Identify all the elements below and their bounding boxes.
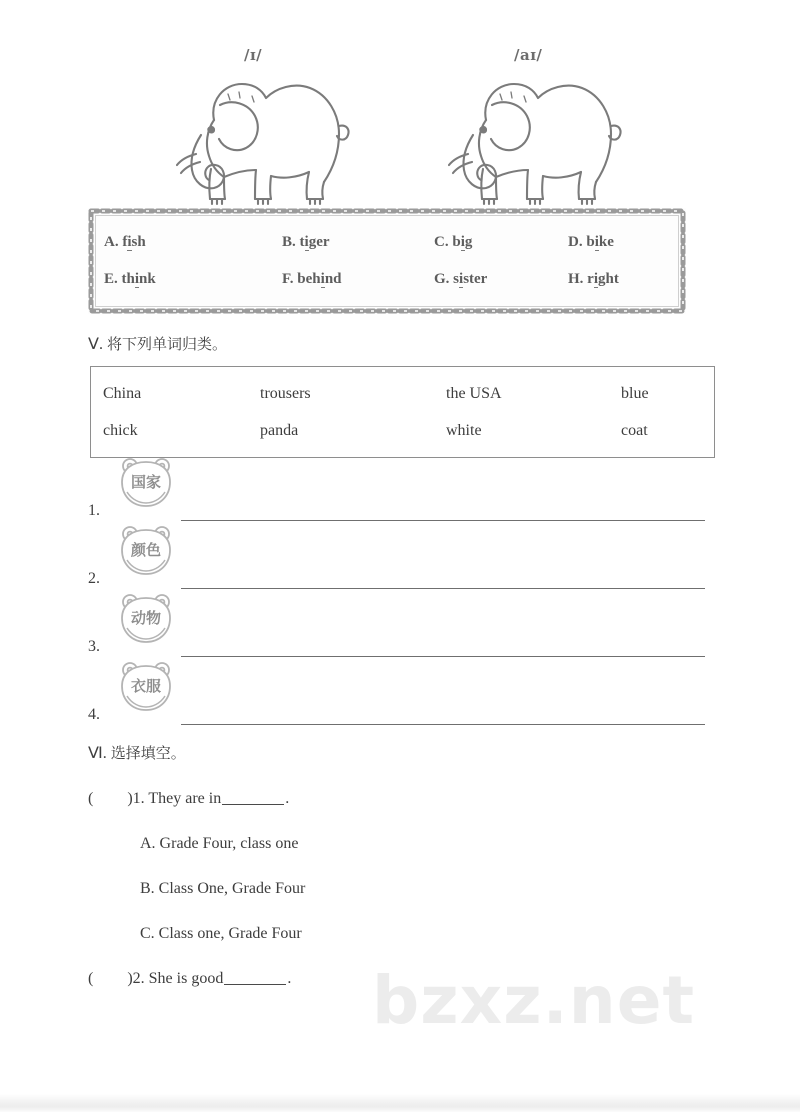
mc-question-stem bbox=[88, 970, 291, 988]
word-option-pre: s bbox=[453, 271, 460, 287]
word-option-underlined: i bbox=[320, 271, 325, 287]
category-bubble-text-color: 颜色 bbox=[130, 541, 162, 559]
word-option-underlined: i bbox=[594, 234, 599, 250]
classify-answer-row bbox=[88, 459, 713, 521]
answer-row-index: 4. bbox=[88, 706, 100, 723]
answer-row-index: 2. bbox=[88, 570, 100, 587]
phonetic-row bbox=[96, 46, 716, 74]
mc-choice[interactable]: C. Class one, Grade Four bbox=[140, 925, 302, 942]
classify-word[interactable]: panda bbox=[260, 421, 299, 439]
word-option-pre: t bbox=[299, 234, 305, 250]
classify-answer-row bbox=[88, 527, 713, 589]
word-bank-grid bbox=[104, 224, 670, 298]
answer-blank-line[interactable] bbox=[181, 588, 705, 589]
word-option-label: A. bbox=[104, 234, 119, 250]
word-option-underlined: i bbox=[127, 234, 132, 250]
word-option-underlined: i bbox=[304, 234, 309, 250]
mc-choice[interactable]: B. Class One, Grade Four bbox=[140, 880, 306, 897]
word-option-pre: th bbox=[121, 271, 135, 287]
word-option-post: ster bbox=[463, 271, 488, 287]
word-option[interactable] bbox=[104, 234, 282, 251]
word-option-underlined: i bbox=[593, 271, 599, 287]
word-option-post: sh bbox=[131, 234, 146, 250]
mc-stem-text: She is good bbox=[148, 970, 224, 987]
section-5-numeral: Ⅴ. bbox=[88, 336, 103, 353]
classify-word[interactable]: coat bbox=[621, 421, 648, 439]
mc-answer-paren-open[interactable]: ( bbox=[88, 970, 94, 987]
mc-question-number: 1. bbox=[132, 790, 145, 807]
word-bank-box bbox=[88, 208, 686, 314]
classify-word[interactable]: white bbox=[446, 421, 482, 439]
category-bubble-text-country: 国家 bbox=[130, 473, 162, 491]
word-option-label: F. bbox=[282, 271, 294, 287]
section-5-heading bbox=[88, 333, 227, 354]
word-option[interactable] bbox=[568, 234, 670, 251]
mc-question-stem bbox=[88, 790, 289, 808]
word-option-underlined: i bbox=[134, 271, 140, 287]
mc-answer-paren-close: ) bbox=[127, 970, 133, 987]
answer-row-index: 1. bbox=[88, 502, 100, 519]
word-option-post: nd bbox=[324, 271, 342, 287]
classify-word-box bbox=[90, 366, 715, 458]
word-option-pre: b bbox=[452, 234, 461, 250]
category-bubble-animal bbox=[116, 592, 176, 653]
category-bubble-color bbox=[116, 524, 176, 585]
classify-word[interactable]: trousers bbox=[260, 384, 311, 402]
word-option-post: nk bbox=[139, 271, 156, 287]
scan-bottom-band bbox=[0, 1094, 800, 1112]
answer-blank-line[interactable] bbox=[181, 724, 705, 725]
word-option-post: g bbox=[464, 234, 473, 250]
answer-blank-line[interactable] bbox=[181, 656, 705, 657]
word-option-label: B. bbox=[282, 234, 296, 250]
word-option[interactable] bbox=[434, 271, 568, 288]
word-option-pre: b bbox=[586, 234, 595, 250]
mc-answer-paren-open[interactable]: ( bbox=[88, 790, 94, 807]
word-option[interactable] bbox=[104, 271, 282, 288]
mc-question-number: 2. bbox=[132, 970, 145, 987]
word-option-post: ght bbox=[598, 271, 619, 287]
word-option-post: ger bbox=[308, 234, 330, 250]
word-option-label: G. bbox=[434, 271, 450, 287]
site-watermark: bzxz.net bbox=[372, 962, 696, 1039]
classify-word-grid bbox=[103, 375, 704, 449]
classify-answer-row bbox=[88, 595, 713, 657]
word-option[interactable] bbox=[282, 271, 434, 288]
classify-word[interactable]: China bbox=[103, 384, 142, 402]
word-option-underlined: i bbox=[459, 271, 464, 287]
mc-stem-blank[interactable] bbox=[224, 984, 286, 985]
classify-word[interactable]: chick bbox=[103, 421, 138, 439]
elephant-illustration-left bbox=[176, 72, 351, 212]
section-5-title: 将下列单词归类。 bbox=[106, 335, 227, 353]
classify-answer-row bbox=[88, 663, 713, 725]
word-option-label: C. bbox=[434, 234, 449, 250]
category-bubble-text-clothes: 衣服 bbox=[130, 677, 162, 695]
word-option-label: H. bbox=[568, 271, 584, 287]
category-bubble-text-animal: 动物 bbox=[130, 609, 162, 627]
category-bubble-country bbox=[116, 456, 176, 517]
section-6-title: 选择填空。 bbox=[110, 744, 186, 762]
phonetic-symbol-diphthong-ai: /aɪ/ bbox=[514, 46, 543, 64]
answer-row-index: 3. bbox=[88, 638, 100, 655]
word-option-post: ke bbox=[598, 234, 614, 250]
mc-stem-text: They are in bbox=[148, 790, 222, 807]
word-option[interactable] bbox=[282, 234, 434, 251]
word-option[interactable] bbox=[568, 271, 670, 288]
category-bubble-clothes bbox=[116, 660, 176, 721]
word-option-label: E. bbox=[104, 271, 118, 287]
mc-stem-punct: . bbox=[287, 970, 292, 987]
elephant-illustration-right bbox=[448, 72, 623, 212]
word-option-pre: f bbox=[122, 234, 128, 250]
word-option-pre: r bbox=[587, 271, 594, 287]
section-6-heading bbox=[88, 742, 186, 763]
mc-stem-blank[interactable] bbox=[222, 804, 284, 805]
mc-answer-paren-close: ) bbox=[127, 790, 133, 807]
classify-word[interactable]: blue bbox=[621, 384, 649, 402]
word-option-underlined: i bbox=[460, 234, 465, 250]
mc-choice[interactable]: A. Grade Four, class one bbox=[140, 835, 299, 852]
mc-stem-punct: . bbox=[285, 790, 290, 807]
word-option-pre: beh bbox=[297, 271, 321, 287]
word-option[interactable] bbox=[434, 234, 568, 251]
answer-blank-line[interactable] bbox=[181, 520, 705, 521]
word-option-label: D. bbox=[568, 234, 583, 250]
phonetic-symbol-short-i: /ɪ/ bbox=[244, 46, 263, 64]
section-6-numeral: Ⅵ. bbox=[88, 745, 107, 762]
classify-word[interactable]: the USA bbox=[446, 384, 502, 402]
